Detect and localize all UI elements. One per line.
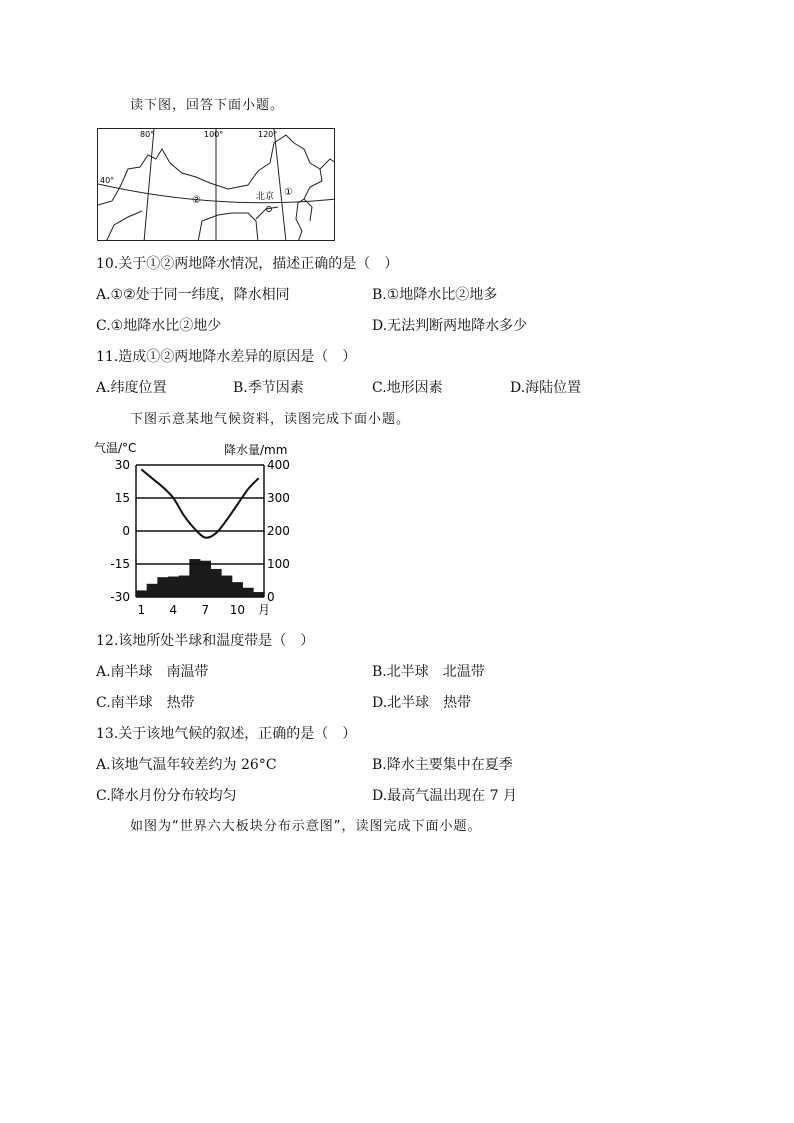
month-tick-label: 7 bbox=[201, 603, 210, 617]
lon-label-120: 120° bbox=[258, 130, 278, 139]
temp-tick-label: 0 bbox=[122, 524, 130, 538]
temp-tick-label: 15 bbox=[114, 491, 130, 505]
china-map-figure bbox=[97, 128, 335, 241]
precip-bar-1 bbox=[136, 590, 147, 597]
lon-label-80: 80° bbox=[140, 130, 155, 139]
temp-tick-label: -30 bbox=[110, 590, 130, 604]
climate-chart-svg bbox=[92, 436, 312, 626]
month-tick-label: 4 bbox=[169, 603, 178, 617]
q11-option-c: C.地形因素 bbox=[372, 380, 443, 396]
section3-intro: 如图为“世界六大板块分布示意图”，读图完成下面小题。 bbox=[130, 819, 482, 834]
meridian-80 bbox=[144, 129, 154, 241]
precip-bar-10 bbox=[232, 582, 243, 597]
precip-tick-label: 0 bbox=[267, 590, 275, 604]
marker-2: ② bbox=[192, 195, 201, 206]
q11-option-a: A.纬度位置 bbox=[96, 380, 167, 396]
precip-tick-label: 100 bbox=[267, 557, 290, 571]
temp-tick-label: -15 bbox=[110, 557, 130, 571]
lon-label-100: 100° bbox=[204, 130, 224, 139]
temp-axis-label: 气温/°C bbox=[94, 441, 137, 455]
precip-bar-4 bbox=[168, 577, 179, 597]
q10-stem: 10.关于①②两地降水情况，描述正确的是（ ） bbox=[96, 256, 399, 272]
climate-chart bbox=[92, 436, 312, 626]
precip-tick-label: 200 bbox=[267, 524, 290, 538]
precip-tick-label: 300 bbox=[267, 491, 290, 505]
q12-option-d: D.北半球 热带 bbox=[372, 695, 472, 711]
q12-stem: 12.该地所处半球和温度带是（ ） bbox=[96, 633, 315, 649]
q12-option-b: B.北半球 北温带 bbox=[372, 664, 485, 680]
month-unit-label: 月 bbox=[257, 603, 271, 617]
precip-bar-8 bbox=[211, 569, 222, 597]
q10-option-d: D.无法判断两地降水多少 bbox=[372, 318, 528, 334]
q13-option-b: B.降水主要集中在夏季 bbox=[372, 757, 513, 773]
q10-option-c: C.①地降水比②地少 bbox=[96, 318, 222, 334]
precip-tick-label: 400 bbox=[267, 458, 290, 472]
precip-bar-7 bbox=[200, 561, 211, 597]
marker-1: ① bbox=[284, 187, 293, 198]
q13-option-a: A.该地气温年较差约为 26°C bbox=[96, 757, 277, 773]
precip-bar-11 bbox=[243, 588, 254, 597]
q12-option-a: A.南半球 南温带 bbox=[96, 664, 209, 680]
q10-option-a: A.①②处于同一纬度，降水相同 bbox=[96, 287, 290, 303]
section2-intro: 下图示意某地气候资料，读图完成下面小题。 bbox=[130, 412, 411, 427]
precip-bar-3 bbox=[157, 577, 168, 597]
q13-option-d: D.最高气温出现在 7 月 bbox=[372, 788, 517, 804]
lat-label-40: 40° bbox=[100, 176, 115, 185]
precip-bar-9 bbox=[221, 576, 232, 597]
temperature-curve bbox=[141, 469, 258, 537]
q10-option-b: B.①地降水比②地多 bbox=[372, 287, 498, 303]
temp-tick-label: 30 bbox=[114, 458, 130, 472]
q11-option-d: D.海陆位置 bbox=[510, 380, 582, 396]
precip-axis-label: 降水量/mm bbox=[224, 443, 288, 457]
city-label-beijing: 北京 bbox=[256, 192, 275, 202]
q13-stem: 13.关于该地气候的叙述，正确的是（ ） bbox=[96, 726, 357, 742]
q11-stem: 11.造成①②两地降水差异的原因是（ ） bbox=[96, 349, 357, 365]
month-tick-label: 1 bbox=[137, 603, 146, 617]
precip-bar-5 bbox=[179, 576, 190, 597]
precip-bar-2 bbox=[147, 584, 158, 597]
month-tick-label: 10 bbox=[229, 603, 245, 617]
q12-option-c: C.南半球 热带 bbox=[96, 695, 195, 711]
section1-intro: 读下图，回答下面小题。 bbox=[130, 98, 285, 113]
meridian-120 bbox=[274, 129, 286, 241]
q13-option-c: C.降水月份分布较均匀 bbox=[96, 788, 237, 804]
q11-option-b: B.季节因素 bbox=[233, 380, 304, 396]
